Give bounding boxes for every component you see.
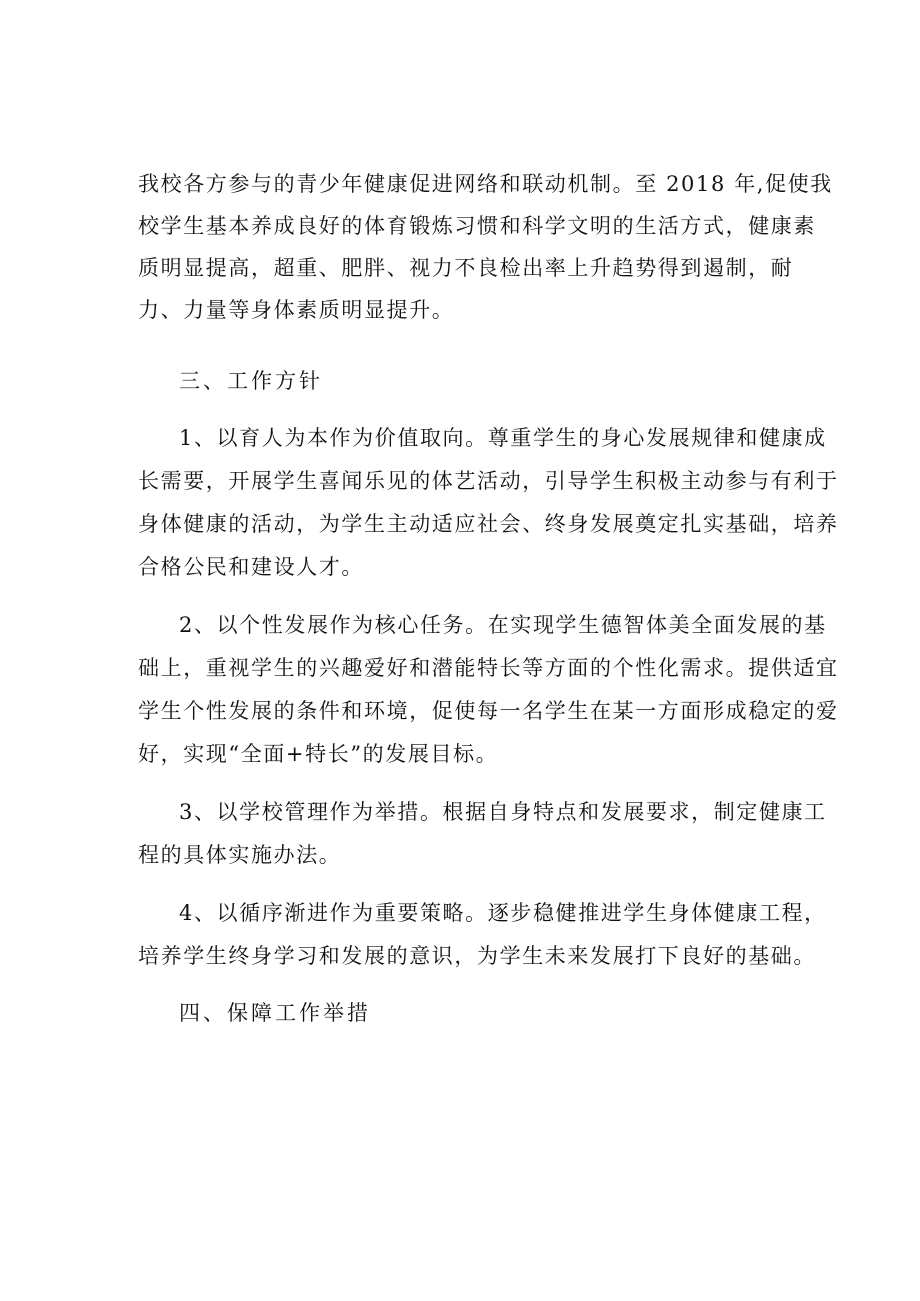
text-line: 培养学生终身学习和发展的意识，为学生未来发展打下良好的基础。: [138, 944, 816, 968]
paragraph-line: 1、以育人为本作为价值取向。尊重学生的身心发展规律和健康成: [179, 426, 827, 450]
paragraph-line: 2、以个性发展作为核心任务。在实现学生德智体美全面发展的基: [179, 613, 827, 637]
text-line: 合格公民和建设人才。: [138, 555, 364, 579]
text-line: 好，实现“全面+特长”的发展目标。: [138, 742, 499, 766]
text-line: 力、力量等身体素质明显提升。: [138, 298, 455, 322]
paragraph-line: 4、以循序渐进作为重要策略。逐步稳健推进学生身体健康工程，: [179, 901, 827, 925]
text-line: 程的具体实施办法。: [138, 843, 342, 867]
paragraph-line: 3、以学校管理作为举措。根据自身特点和发展要求，制定健康工: [179, 800, 827, 824]
text-line: 校学生基本养成良好的体育锻炼习惯和科学文明的生活方式，健康素: [138, 214, 816, 238]
text-line: 我校各方参与的青少年健康促进网络和联动机制。至 2018 年,促使我: [138, 172, 833, 196]
text-line: 长需要，开展学生喜闻乐见的体艺活动，引导学生积极主动参与有利于: [138, 469, 839, 493]
section-heading: 三、工作方针: [179, 369, 323, 393]
text-line: 础上，重视学生的兴趣爱好和潜能特长等方面的个性化需求。提供适宜: [138, 656, 839, 680]
text-line: 学生个性发展的条件和环境，促使每一名学生在某一方面形成稳定的爱: [138, 699, 839, 723]
text-line: 质明显提高，超重、肥胖、视力不良检出率上升趋势得到遏制，耐: [138, 256, 794, 280]
text-line: 身体健康的活动，为学生主动适应社会、终身发展奠定扎实基础，培养: [138, 512, 839, 536]
section-heading: 四、保障工作举措: [179, 1001, 371, 1025]
